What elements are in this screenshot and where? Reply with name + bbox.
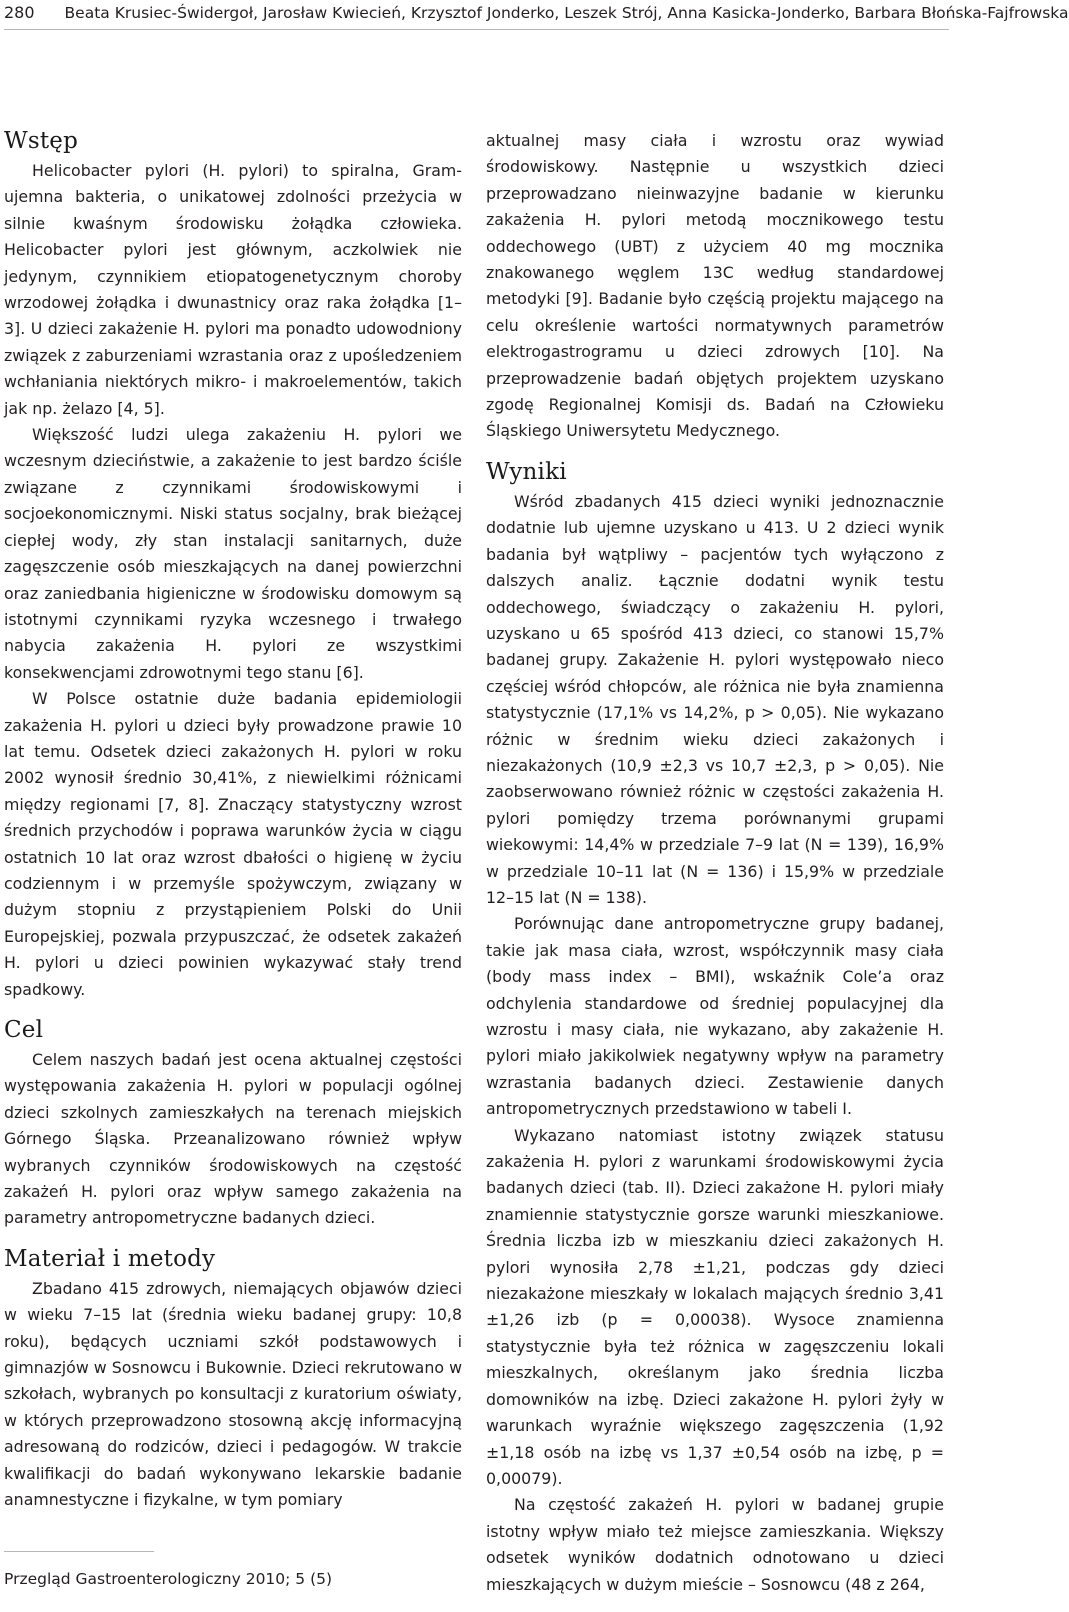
running-header-authors: Beata Krusiec-Świdergoł, Jarosław Kwiecień, Krzysztof Jonderko, Leszek Strój, Anna Kasicka-Jonderko, Barbara Błońska-Fajfrowska <box>64 4 1069 22</box>
paragraph: Helicobacter pylori (H. pylori) to spiralna, Gram-ujemna bakteria, o unikatowej zdolności przeżycia w silnie kwaśnym środowisku żołądka człowieka. Helicobacter pylori jest głównym, aczkolwiek nie jedynym, czynnikiem etiopatogenetycznym choroby wrzodowej żołądka i dwunastnicy oraz raka żołądka [1–3]. U dzieci zakażenie H. pylori ma ponadto udowodniony związek z zaburzeniami wzrastania oraz z upośledzeniem wchłaniania niektórych mikro- i makroelementów, takich jak np. żelazo [4, 5]. <box>4 161 462 418</box>
section-heading-methods: Materiał i metody <box>4 1245 216 1272</box>
paragraph: Wśród zbadanych 415 dzieci wyniki jednoznacznie dodatnie lub ujemne uzyskano u 413. U 2 dzieci wynik badania był wątpliwy – pacjentów tych wyłączono z dalszych analiz. Łącznie dodatni wynik testu oddechowego, świadczący o zakażeniu H. pylori, uzyskano u 65 spośród 413 dzieci, co stanowi 15,7% badanej grupy. Zakażenie H. pylori występowało nieco częściej wśród chłopców, ale różnica nie była znamienna statystycznie (17,1% vs 14,2%, p > 0,05). Nie wykazano różnic w średnim wieku dzieci zakażonych i niezakażonych (10,9 ±2,3 vs 10,7 ±2,3, p > 0,05). Nie zaobserwowano również różnic w częstości zakażenia H. pylori pomiędzy trzema porównanymi grupami wiekowymi: 14,4% w przedziale 7–9 lat (N = 139), 16,9% w przedziale 10–11 lat (N = 136) i 15,9% w przedziale 12–15 lat (N = 138). <box>486 491 944 907</box>
page-header <box>4 3 1069 30</box>
footer-divider <box>4 1551 154 1552</box>
section-introduction <box>4 128 462 1003</box>
page-number: 280 <box>4 3 35 22</box>
paragraph: W Polsce ostatnie duże badania epidemiologii zakażenia H. pylori u dzieci były prowadzone prawie 10 lat temu. Odsetek dzieci zakażonych H. pylori w roku 2002 wynosił średnio 30,41%, z niewielkimi różnicami między regionami [7, 8]. Znaczący statystyczny wzrost średnich przychodów i poprawa warunków życia w ciągu ostatnich 10 lat oraz wzrost dbałości o higienę w życiu codziennym i w przemyśle spożywczym, związany w dużym stopniu z przystąpieniem Polski do Unii Europejskiej, pozwala przypuszczać, że odsetek zakażeń H. pylori u dzieci powinien wykazywać stały trend spadkowy. <box>4 689 462 999</box>
paragraph: Na częstość zakażeń H. pylori w badanej grupie istotny wpływ miało też miejsce zamieszkania. Większy odsetek wyników dodatnich odnotowano u dzieci mieszkających w dużym mieście – Sosnowcu (48 z 264, <box>486 1495 944 1594</box>
section-heading-results: Wyniki <box>486 458 567 485</box>
paragraph: Większość ludzi ulega zakażeniu H. pylori we wczesnym dzieciństwie, a zakażenie to jest bardzo ściśle związane z czynnikami środowiskowymi i socjoekonomicznymi. Niski status socjalny, brak bieżącej ciepłej wody, zły stan instalacji sanitarnych, duże zagęszczenie osób mieszkających na danej powierzchni oraz zaniedbania higieniczne w środowisku domowym są istotnymi czynnikami ryzyka wczesnego i trwałego nabycia zakażenia H. pylori ze wszystkimi konsekwencjami zdrowotnymi tego stanu [6]. <box>4 425 462 682</box>
section-aim <box>4 1017 462 1232</box>
right-column <box>486 128 944 1612</box>
section-methods-continued <box>486 128 944 445</box>
page-footer: Przegląd Gastroenterologiczny 2010; 5 (5) <box>4 1570 333 1588</box>
paragraph: aktualnej masy ciała i wzrostu oraz wywiad środowiskowy. Następnie u wszystkich dzieci przeprowadzano nieinwazyjne badanie w kierunku zakażenia H. pylori metodą mocznikowego testu oddechowego (UBT) z użyciem 40 mg mocznika znakowanego węglem 13C według standardowej metodyki [9]. Badanie było częścią projektu mającego na celu określenie wartości normatywnych parametrów elektrogastrogramu u dzieci zdrowych [10]. Na przeprowadzenie badań objętych projektem uzyskano zgodę Regionalnej Komisji ds. Badań na Człowieku Śląskiego Uniwersytetu Medycznego. <box>486 131 944 441</box>
section-heading-aim: Cel <box>4 1017 44 1043</box>
paragraph: Wykazano natomiast istotny związek statusu zakażenia H. pylori z warunkami środowiskowymi życia badanych dzieci (tab. II). Dzieci zakażone H. pylori miały znamiennie statystycznie gorsze warunki mieszkaniowe. Średnia liczba izb w mieszkaniu dzieci zakażonych H. pylori wynosiła 2,78 ±1,21, podczas gdy dzieci niezakażone mieszkały w lokalach mających średnio 3,41 ±1,26 izb (p = 0,00038). Wysoce znamienna statystycznie była też różnica w zagęszczeniu lokali mieszkalnych, określanym jako średnia liczba domowników na izbę. Dzieci zakażone H. pylori żyły w warunkach wyraźnie większego zagęszczenia (1,92 ±1,18 osób na izbę vs 1,37 ±0,54 osób na izbę, p = 0,00079). <box>486 1125 944 1488</box>
paragraph: Celem naszych badań jest ocena aktualnej częstości występowania zakażenia H. pylori w populacji ogólnej dzieci szkolnych zamieszkałych na terenach miejskich Górnego Śląska. Przeanalizowano również wpływ wybranych czynników środowiskowych na częstość zakażeń H. pylori oraz wpływ samego zakażenia na parametry antropometryczne badanych dzieci. <box>4 1050 462 1228</box>
left-column <box>4 128 462 1528</box>
section-methods <box>4 1246 462 1514</box>
section-heading-introduction: Wstęp <box>4 128 79 154</box>
paragraph: Porównując dane antropometryczne grupy badanej, takie jak masa ciała, wzrost, współczynnik masy ciała (body mass index – BMI), wskaźnik Cole’a oraz odchylenia standardowe od średniej populacyjnej dla wzrostu i masy ciała, nie wykazano, aby zakażenie H. pylori miało jakikolwiek negatywny wpływ na parametry wzrastania badanych dzieci. Zestawienie danych antropometrycznych przedstawiono w tabeli I. <box>486 914 944 1119</box>
paragraph: Zbadano 415 zdrowych, niemających objawów dzieci w wieku 7–15 lat (średnia wieku badanej grupy: 10,8 roku), będących uczniami szkół podstawowych i gimnazjów w Sosnowcu i Bukownie. Dzieci rekrutowano w szkołach, wybranych po konsultacji z kuratorium oświaty, w których przeprowadzono stosowną akcję informacyjną adresowaną do rodziców, dzieci i pedagogów. W trakcie kwalifikacji do badań wykonywano lekarskie badanie anamnestyczne i fizykalne, w tym pomiary <box>4 1278 462 1510</box>
section-results <box>486 459 944 1598</box>
